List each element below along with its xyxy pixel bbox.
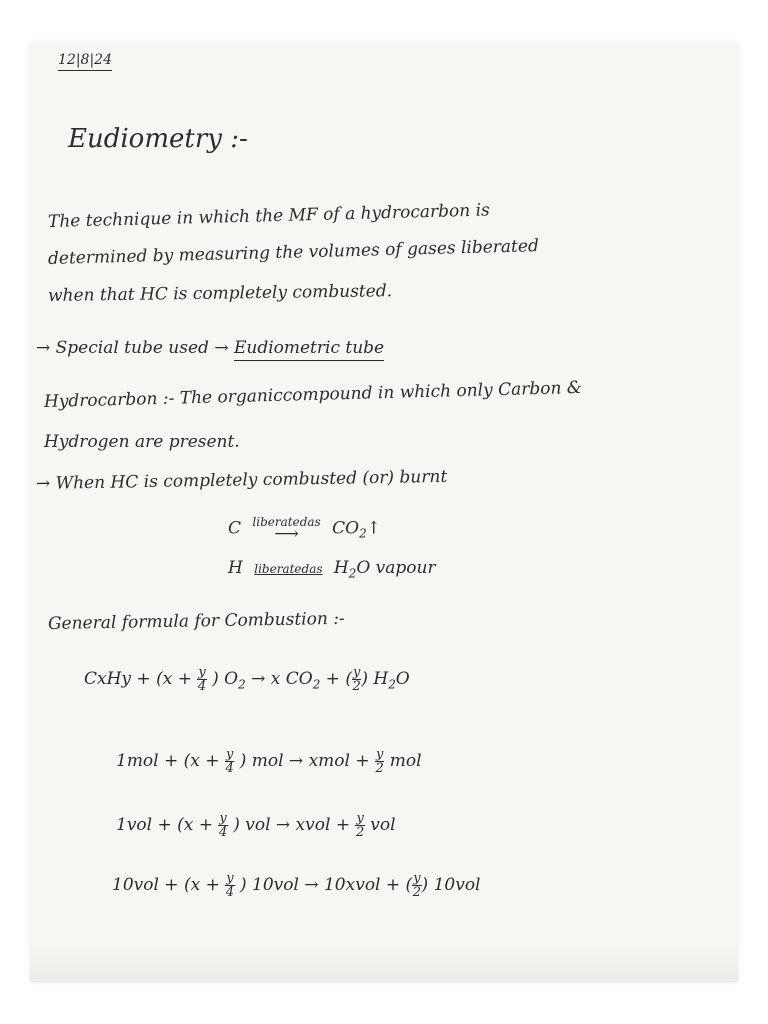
definition-line-2: determined by measuring the volumes of gases liberated <box>47 236 540 269</box>
eq1-co2-sub: 2 <box>312 677 321 692</box>
frac-num: y <box>356 811 364 826</box>
frac-num: y <box>226 871 234 886</box>
eq1-o2-sub: 2 <box>238 677 246 692</box>
carbon-symbol: C <box>228 518 242 539</box>
carbon-product-line <box>228 516 381 542</box>
date: 12|8|24 <box>58 52 112 71</box>
eq3-mid: ) vol → xvol + <box>233 815 356 835</box>
eq1-h2o: ) H <box>361 669 389 689</box>
equation-4 <box>112 872 481 899</box>
general-formula-heading: General formula for Combustion :- <box>47 608 345 634</box>
hydrogen-arrow-label: liberatedas <box>254 561 323 576</box>
hydrogen-product-subscript: 2 <box>348 566 357 581</box>
equation-3 <box>116 812 396 839</box>
frac-den: 4 <box>218 825 228 840</box>
eq1-o2: ) O <box>212 669 239 689</box>
hydrogen-arrow-block <box>254 563 322 575</box>
eq4-end: ) 10vol <box>421 875 481 895</box>
special-tube-label: → Special tube used → <box>36 338 229 358</box>
frac-den: 4 <box>225 885 235 900</box>
frac-den: 2 <box>356 825 365 840</box>
definition-line-1: The technique in which the MF of a hydrocarbon is <box>47 200 491 232</box>
eq4-fraction-y-over-4 <box>225 872 234 899</box>
eq2-fraction-y-over-4 <box>225 748 234 775</box>
hydrocarbon-line-2: Hydrogen are present. <box>44 432 240 452</box>
page-title: Eudiometry :- <box>68 124 248 154</box>
carbon-arrow-label: liberatedas <box>252 515 321 529</box>
arrow-up-icon: ↑ <box>366 518 381 539</box>
carbon-arrow-block <box>252 516 320 542</box>
frac-num: y <box>225 747 234 762</box>
definition-line-3: when that HC is completely combusted. <box>47 281 393 306</box>
equation-2 <box>116 748 422 775</box>
eq2-mid: ) mol → xmol + <box>239 751 376 771</box>
carbon-product-subscript: 2 <box>359 526 367 541</box>
hydrocarbon-line-1: Hydrocarbon :- The organiccompound in which only Carbon & <box>43 377 583 412</box>
notebook-page <box>30 42 738 982</box>
when-line: → When HC is completely combusted (or) burnt <box>35 466 448 494</box>
eq4-fraction-y-over-2 <box>412 872 421 899</box>
eq1-lhs: CxHy + (x + <box>84 669 198 689</box>
frac-den: 4 <box>225 761 234 776</box>
hydrogen-product-pre: H <box>333 558 349 578</box>
eq3-end: vol <box>370 815 396 835</box>
frac-den: 2 <box>352 679 361 694</box>
hydrogen-product-post: O vapour <box>356 558 436 578</box>
eq3-fraction-y-over-4 <box>218 812 227 839</box>
special-tube-line <box>36 338 384 358</box>
carbon-product: CO <box>332 518 360 539</box>
frac-den: 4 <box>197 679 207 694</box>
frac-num: y <box>198 665 206 680</box>
eq1-rhs: → x CO <box>251 669 313 689</box>
hydrogen-symbol: H <box>228 558 243 578</box>
frac-num: y <box>352 665 361 680</box>
special-tube-value: Eudiometric tube <box>234 338 384 361</box>
hydrogen-product-line <box>228 558 436 580</box>
eq3-lhs: 1vol + (x + <box>116 815 219 835</box>
frac-num: y <box>413 871 421 886</box>
arrow-right-icon: ⟶ <box>274 524 299 544</box>
eq1-fraction-y-over-4 <box>197 666 206 693</box>
eq3-fraction-y-over-2 <box>355 812 364 839</box>
eq1-plus: + ( <box>325 669 352 689</box>
eq2-fraction-y-over-2 <box>375 748 384 775</box>
eq4-lhs: 10vol + (x + <box>112 875 226 895</box>
eq4-mid: ) 10vol → 10xvol + ( <box>240 875 413 895</box>
eq2-end: mol <box>389 751 422 771</box>
eq1-end: O <box>395 669 410 689</box>
eq1-h2o-sub: 2 <box>388 677 396 692</box>
equation-1 <box>84 666 410 693</box>
frac-num: y <box>219 811 227 826</box>
frac-den: 2 <box>375 761 384 776</box>
eq2-lhs: 1mol + (x + <box>116 751 225 771</box>
eq1-fraction-y-over-2 <box>352 666 361 693</box>
frac-num: y <box>376 747 384 762</box>
frac-den: 2 <box>412 885 421 900</box>
